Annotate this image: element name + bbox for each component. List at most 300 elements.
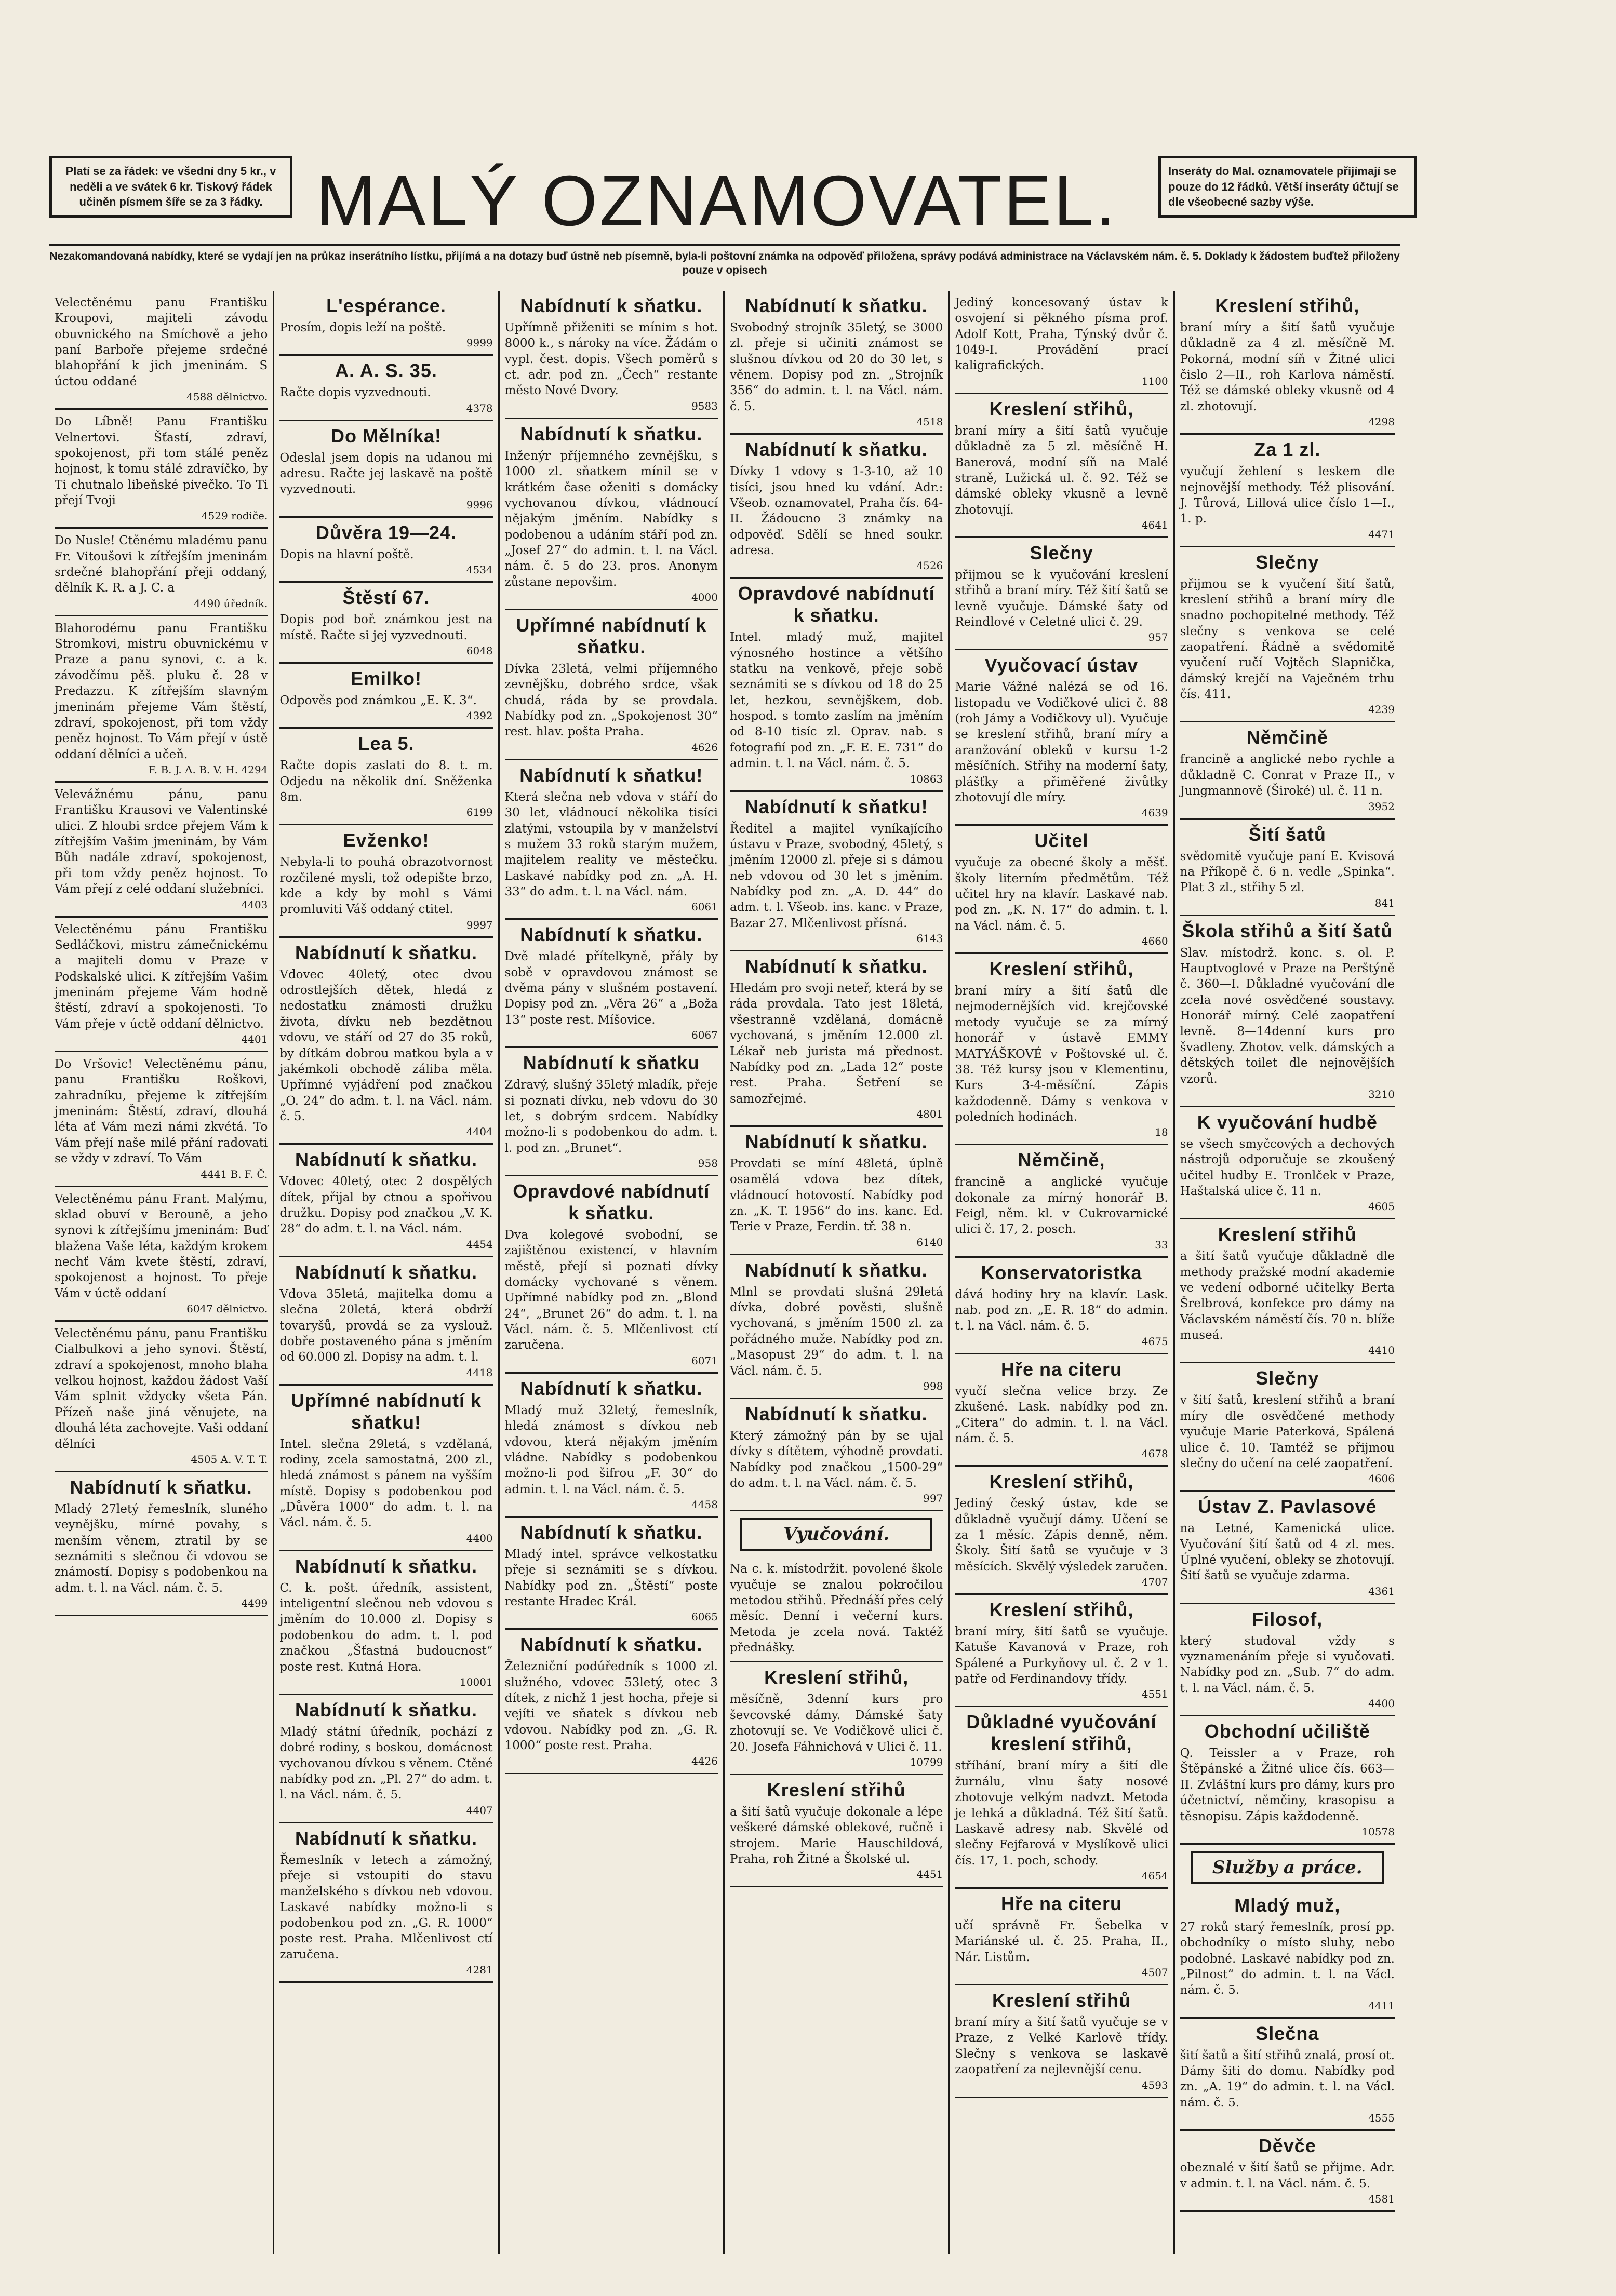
classified-ad — [955, 1889, 1168, 1985]
classified-ad — [279, 1695, 492, 1823]
ad-title: Lea 5. — [358, 733, 415, 755]
ad-title: Kreslení střihů, — [989, 398, 1134, 420]
ad-reference-number: 4404 — [466, 1125, 493, 1138]
ad-text: Nebyla-li to pouhá obrazotvornost rozčilené mysli, tož odepište brzo, kde a kdy by mohl s Vámi promluviti Váš oddaný ctitel. — [279, 855, 493, 917]
ad-text: a šití šatů vyučuje dokonale a lépe veškeré dámské oblekové, ručně i strojem. Marie Hauschildová, Praha, roh Žitné a Školské ul. — [730, 1805, 943, 1866]
classified-ad — [955, 291, 1168, 394]
ad-title: Upřímné nabídnutí k sňatku! — [290, 1389, 482, 1433]
ad-text: Dopis na hlavní poště. — [279, 547, 414, 561]
classified-ad — [279, 938, 492, 1145]
classified-ad — [279, 583, 492, 664]
ad-reference-number: 4239 — [1368, 703, 1395, 716]
ad-reference-number: 4410 — [1368, 1344, 1395, 1357]
column-4 — [725, 291, 950, 2254]
ad-reference-number: 4588 dělnictvo. — [186, 391, 268, 404]
classified-ad — [955, 394, 1168, 538]
ad-text: Velectěnému pánu, panu Františku Cialbulkovi a jeho synovi. Štěstí, zdraví a spokojenost, mnoho blaha velkou hojnost, každou žádost Vaší Vám splnit vždycky všeta Pán. Přízeň naše jiná věnujete, na dlouhá léta zachovejte. Vaši oddaní dělníci — [55, 1327, 268, 1451]
ad-text: Dívky 1 vdovy s 1-3-10, až 10 tisíci, jsou hned ku vdání. Adr.: Všeob. oznamovatel, Praha čís. 64-II. Žádoucno 3 známky na odpověď. Sdělí se hned soukr. adresa. — [730, 465, 943, 557]
classified-ad — [279, 1386, 492, 1551]
classified-ad — [279, 1145, 492, 1257]
ad-text: svědomitě vyučuje paní E. Kvisová na Příkopě č. 6 n. vedle „Spinka“. Plat 3 zl., střihy 5 zl. — [1180, 849, 1395, 895]
classified-ad — [1180, 916, 1395, 1107]
classified-ad — [505, 1630, 718, 1774]
classified-ad — [730, 1557, 943, 1662]
ad-reference-number: 4507 — [1141, 1966, 1168, 1979]
ad-title: Filosof, — [1252, 1608, 1323, 1630]
ad-title: Opravdové nabídnutí k sňatku. — [738, 583, 935, 626]
ad-title: Nabídnutí k sňatku. — [745, 956, 928, 977]
column-6 — [1175, 291, 1400, 2254]
ad-title: Nabídnutí k sňatku. — [745, 1403, 928, 1425]
ad-reference-number: 4400 — [466, 1532, 493, 1545]
ad-title: Nabídnutí k sňatku. — [745, 439, 928, 461]
ad-text: Mladý muž 32letý, řemeslník, hledá známost s dívkou neb vdovou, která nějakým jměním vládne. Nabídky s podobenkou možno-li pod šifrou „F. 30“ do admin. t. l. na Václ. nám. č. 5. — [504, 1403, 718, 1496]
ad-text: vyučuje za obecné školy a měšť. školy literním předmětům. Též učitel hry na klavír. Laskavé nab. pod zn. „K. N. 17“ do admin. t. l. na Václ. nám. č. 5. — [955, 856, 1168, 933]
ad-reference-number: 4454 — [466, 1238, 493, 1251]
ad-reference-number: 4298 — [1368, 415, 1395, 428]
ad-reference-number: 10578 — [1361, 1825, 1395, 1838]
classified-ad — [955, 1354, 1168, 1467]
classified-ad — [1180, 820, 1395, 916]
ad-text: a šití šatů vyučuje důkladně dle methody pražské modní akademie ve vedení odborné učitelky Berta Šrelbrová, konfekce pro dámy na Václavském náměstí čís. 70 n. blíže museá. — [1180, 1250, 1395, 1342]
ad-text: Dívka 23letá, velmi příjemného zevnějšku, dobrého srdce, však chudá, ráda by se provdala. Nabídky pod zn. „Spokojenost 30“ rest. hlav. pošta Praha. — [504, 662, 718, 739]
ad-title: Kreslení střihů, — [1215, 295, 1360, 316]
ad-reference-number: 4411 — [1368, 1999, 1395, 2012]
classified-ad — [505, 920, 718, 1048]
ad-title: Nabídnutí k sňatku. — [745, 1131, 928, 1152]
ad-text: měsíčně, 3denní kurs pro ševcovské dámy. Dámské šaty zhotovují se. Ve Vodičkově ulici č. 20. Josefa Fáhnichová v Ulici č. 11. — [730, 1693, 943, 1754]
classified-ad — [1180, 722, 1395, 819]
ad-text: Dva kolegové svobodní, se zajištěnou existencí, v hlavním městě, přejí si poznati dívky domácky vychované s věnem. Upřímné nabídky pod zn. „Blond 24“, „Brunet 26“ do adm. t. l. na Václ. nám. č. 5. Mlčenlivost ctí zaručena. — [504, 1228, 718, 1352]
classified-ad — [1180, 1107, 1395, 1219]
ad-text: Vdova 35letá, majitelka domu a slečna 20letá, která obdrží tovaryšů, provdá se za vyslouž. dobře postaveného pána s jměním od 60.000 zl. Dopisy na adm. t. l. — [279, 1287, 493, 1364]
classified-ad — [279, 356, 492, 421]
ad-reference-number: 4678 — [1141, 1447, 1168, 1460]
ad-title: Mladý muž, — [1234, 1894, 1341, 1916]
classified-ad — [279, 729, 492, 825]
ad-reference-number: 958 — [698, 1157, 718, 1170]
column-1 — [49, 291, 274, 2254]
classified-ad — [505, 1048, 718, 1176]
classified-ad — [1180, 1219, 1395, 1363]
ad-text: Intel. mladý muž, majitel výnosného hostince a většího statku na venkově, přeje sobě seznámiti se s dívkou od 18 do 25 let, hezkou, sevnějškem, dob. hospod. s tomto zaslím na jměním od 8-10 tisíc zl. Oprav. nab. s fotografií pod zn. „F. E. E. 731“ do admin. t. l. na Václ. nám. č. 5. — [730, 630, 943, 771]
classified-ad — [55, 291, 268, 410]
section-heading: Služby a práce. — [1191, 1851, 1384, 1884]
classified-ad — [279, 664, 492, 729]
ad-reference-number: 10001 — [460, 1675, 493, 1688]
ad-reference-number: 6061 — [691, 901, 718, 914]
ad-reference-number: 6048 — [466, 644, 493, 657]
ad-text: Která slečna neb vdova v stáří do 30 let, vládnoucí několika tisíci zlatými, vstoupila by v manželství s mužem 33 roků starým mužem, majitelem reality ve městečku. Laskavé nabídky pod zn. „A. H. 33“ do adm. t. l. na Václ. nám. — [504, 790, 718, 898]
ad-text: braní míry a šití šatů vyučuje důkladně za 5 zl. měsíčně H. Banerová, modní síň na Malé straně, Lužická ul. č. 92. Též se dámské obleky vkusně a levně zhotovují. — [955, 424, 1168, 517]
ad-title: Do Mělníka! — [330, 425, 442, 447]
ad-title: A. A. S. 35. — [335, 360, 437, 382]
classified-ad — [955, 1985, 1168, 2098]
ad-text: Zdravý, slušný 35letý mladík, přeje si poznati dívku, neb vdovu do 30 let, s dobrým srdcem. Nabídky možno-li s podobenkou do adm. t. l. pod zn. „Brunet“. — [504, 1078, 718, 1155]
ad-text: Odeslal jsem dopis na udanou mi adresu. Račte jej laskavě na poště vyzvednouti. — [279, 451, 493, 496]
ad-reference-number: 4499 — [241, 1597, 268, 1610]
ad-reference-number: 841 — [1374, 896, 1395, 909]
ad-text: Intel. slečna 29letá, s vzdělaná, rodiny, zcela samostatná, 200 zl., hledá známost s pánem na vyšším místě. Dopisy s podobenkou pod „Důvěra 1000“ do adm. t. l. na Václ. nám. č. 5. — [279, 1437, 493, 1530]
ad-title: Opravdové nabídnutí k sňatku. — [513, 1180, 710, 1224]
ad-text: Vdovec 40letý, otec 2 dospělých dítek, přijal by ctnou a spořivou družku. Dopisy pod značkou „V. K. 28“ do adm. t. l. na Václ. nám. — [279, 1175, 493, 1236]
classified-ad — [55, 616, 268, 783]
ad-reference-number: 6071 — [691, 1354, 718, 1367]
ad-title: Konservatoristka — [981, 1261, 1142, 1283]
ad-reference-number: 4626 — [691, 741, 718, 754]
ad-title: Kreslení střihů, — [989, 958, 1134, 980]
ad-text: Do Vršovic! Velectěnému pánu, panu Františku Roškovi, zahradníku, přejeme k zítřejším jmeninám: Štěstí, zdraví, dlouhá léta ať Vám mezi námi zkvétá. To Vám přejí naše milé přání radovati se vždy v zdraví. To Vám — [55, 1057, 268, 1166]
classified-ad — [55, 529, 268, 616]
ad-text: Račte dopis vyzvednouti. — [279, 386, 431, 400]
classified-ad — [730, 291, 943, 435]
ad-text: Který zámožný pán by se ujal dívky s dítětem, výhodně provdati. Nabídky pod značkou „1500-29“ do adm. t. l. na Václ. nám. č. 5. — [730, 1429, 943, 1490]
classified-ad — [55, 1052, 268, 1187]
ad-reference-number: 4451 — [916, 1868, 943, 1881]
ad-text: Velectěnému pánu Františku Sedláčkovi, mistru zámečnickému a majiteli domu v Praze v Podskalské ulici. K zítřejším Vašim jmeninám přejeme Vám hodně štěstí, zdraví a spokojenosti. To Vám přeje v úctě oddaní dělnictvo. — [55, 922, 268, 1031]
ad-title: Kreslení střihů — [1218, 1224, 1357, 1245]
classified-ad — [279, 825, 492, 937]
section-heading: Vyučování. — [740, 1518, 932, 1551]
ad-title: Důkladné vyučování kreslení střihů, — [966, 1711, 1157, 1755]
ad-reference-number: 4660 — [1141, 935, 1168, 948]
ad-reference-number: 4000 — [691, 591, 718, 604]
ad-reference-number: 4529 rodiče. — [201, 509, 268, 522]
classified-ad — [279, 1823, 492, 1983]
ad-title: Slečny — [1256, 551, 1319, 573]
ad-title: Nabídnutí k sňatku! — [519, 764, 703, 786]
ad-text: Mladý státní úředník, pochází z dobré rodiny, s boskou, domácnost vychovanou dívkou s věnem. Ctěné nabídky pod zn. „Pl. 27“ do adm. t. l. na Václ. nám. č. 5. — [279, 1725, 493, 1802]
ad-reference-number: 4654 — [1141, 1870, 1168, 1882]
ad-title: Nabídnutí k sňatku. — [295, 1555, 478, 1577]
ad-text: Mlnl se provdati slušná 29letá dívka, dobré pověsti, slušně vychovaná, s jměním 1500 zl. za pořádného muže. Nabídky pod zn. „Masopust 29“ do adm. t. l. na Václ. nám. č. 5. — [730, 1285, 943, 1378]
ad-reference-number: 6065 — [691, 1610, 718, 1623]
ad-reference-number: 4361 — [1368, 1585, 1395, 1597]
ad-text: Velevážnému pánu, panu Františku Krausovi ve Valentinské ulici. Z hloubi srdce přejem Vám k zítřejším Vašim jmeninám, by Vám Bůh nadále zdraví, spokojenost, při tom vždy peněz hojnost. To Vám přejí z celé oddaní služebníci. — [55, 787, 268, 896]
classified-ad — [505, 419, 718, 610]
classified-ad — [730, 1255, 943, 1399]
ad-title: Ústav Z. Pavlasové — [1198, 1496, 1377, 1518]
ad-reference-number: 6143 — [916, 932, 943, 945]
ad-reference-number: 6199 — [466, 806, 493, 819]
classified-ad — [505, 610, 718, 760]
ad-text: Mladý intel. správce velkostatku přeje si seznámiti se s dívkou. Nabídky pod zn. „Štěstí“ poste restante Hradec Král. — [504, 1547, 718, 1609]
classified-ad — [955, 954, 1168, 1145]
ad-title: Slečny — [1256, 1367, 1319, 1389]
column-3 — [500, 291, 725, 2254]
classified-ad — [955, 1145, 1168, 1257]
ad-reference-number: 4400 — [1368, 1697, 1395, 1710]
ad-title: Němčině — [1246, 727, 1328, 748]
classified-columns — [49, 291, 1400, 2254]
ad-text: přijmou se k vyučení šití šatů, kreslení střihů a braní míry dle snadno pochopitelné methody. Též slečny s venkova se celé zaopatření. Řádně a svědomitě vyučení ručí Vojtěch Slapnička, dámský krejčí na Vaječném trhu čís. 411. — [1180, 577, 1395, 702]
ad-title: Emilko! — [350, 667, 422, 689]
ad-title: Hře na citeru — [1000, 1893, 1123, 1914]
ad-title: Škola střihů a šití šatů — [1182, 920, 1393, 942]
ad-title: Nabídnutí k sňatku. — [295, 1827, 478, 1849]
ad-title: Nabídnutí k sňatku. — [745, 295, 928, 316]
ad-reference-number: 4458 — [691, 1498, 718, 1511]
ad-text: Jediný koncesovaný ústav k osvojení si pěkného písma prof. Adolf Kott, Praha, Týnský dvůr č. 1049-I. Provádění prací kaligrafických. — [955, 296, 1168, 373]
classified-ad — [55, 1187, 268, 1322]
ad-title: Nabídnutí k sňatku! — [744, 796, 928, 817]
ad-reference-number: 9999 — [466, 337, 493, 350]
ad-reference-number: 9996 — [466, 498, 493, 511]
ad-text: braní míry a šití šatů dle nejmodernějších vid. krejčovské metody vyučuje se za mírný honorář v ústavě EMMY MATYÁŠKOVÉ v Poštovské ul. č. 38. Též kursy jsou v Klementinu, Kurs 3-4-měsíční. Zápis každodenně. Dámy s venkova v poledních hodinách. — [955, 984, 1168, 1124]
ad-title: Nabídnutí k sňatku. — [745, 1259, 928, 1281]
ad-text: Provdati se míní 48letá, úplně osamělá vdova bez dítek, vládnoucí hotovostí. Nabídky pod zn. „K. T. 1956“ do ins. kanc. Ed. Terie v Praze, Ferdin. tř. 38 n. — [730, 1157, 943, 1234]
ad-text: na Letné, Kamenická ulice. Vyučování šití šatů od 4 zl. mes. Úplné vyučení, obleky se zhotovují. Šití šatů se vyučuje zdarma. — [1180, 1522, 1395, 1583]
ad-text: Železniční podúředník s 1000 zl. služného, vdovec 53letý, otec 3 dítek, z nichž 1 jest hocha, přeje si vejíti ve sňatek s dívkou neb vdovou. Nabídky pod zn. „G. R. 1000“ poste rest. Praha. — [504, 1660, 718, 1753]
classified-ad — [505, 760, 718, 920]
classified-ad — [279, 291, 492, 356]
ad-text: Velectěnému panu Františku Kroupovi, majiteli závodu obuvnického na Smíchově a jeho paní Barboře přejeme srdečné blahopřání k jich jmeninám. S úctou oddané — [55, 296, 268, 388]
ad-text: Blahorodému panu Františku Stromkovi, mistru obuvnickému v Praze a panu synovi, c. a k. závodčímu pěš. pluku č. 28 v Predazzu. K zítřejším slavným jmeninám přejeme Vám štěstí, zdraví, spokojenost, při tom vždy peněz hojnost. To Vám přejí v ústě oddaní dělníci a učeň. — [55, 621, 268, 761]
ad-text: Řemeslník v letech a zámožný, přeje si vstoupiti do stavu manželského s dívkou neb vdovou. Laskavé nabídky možno-li s podobenkou pod zn. „G. R. 1000“ poste rest. Praha. Mlčenlivost ctí zaručena. — [279, 1853, 493, 1962]
classified-ad — [1180, 435, 1395, 547]
ad-reference-number: 6067 — [691, 1029, 718, 1042]
ad-text: vyučují žehlení s leskem dle nejnovější methody. Též plisování. J. Tůrová, Lillová ulice číslo 1—I., 1. p. — [1180, 465, 1395, 526]
ad-text: Račte dopis zaslati do 8. t. m. Odjedu na několik dní. Sněženka 8m. — [279, 759, 493, 804]
classified-ad — [505, 291, 718, 419]
ad-title: Štěstí 67. — [342, 587, 430, 609]
ad-reference-number: 4471 — [1368, 528, 1395, 541]
classified-ad — [730, 1775, 943, 1887]
ad-text: Slav. místodrž. konc. s. ol. P. Hauptvoglové v Praze na Perštýně č. 360—I. Důkladné vyučování dle zcela nové osvědčené soustavy. Honorář mírný. Celé zaopatření levně. 8—14denní kurs pro švadleny. Zhotov. velk. dámských a dětských toilet dle nejnovějších vzorů. — [1180, 946, 1395, 1086]
ad-reference-number: 4593 — [1141, 2078, 1168, 2091]
classified-ad — [505, 1518, 718, 1630]
ad-reference-number: 4378 — [466, 401, 493, 414]
ad-reference-number: 4418 — [466, 1366, 493, 1379]
ad-text: Ředitel a majitel vyníkajícího ústavu v Praze, svobodný, 45letý, s jměním 12000 zl. přeje si s dámou neb vdovou od 30 let s jměním. Nabídky pod zn. „A. D. 44“ do adm. t. l. Všeob. ins. kanc. v Praze, Bazar 27. Mlčenlivost přísná. — [730, 822, 943, 930]
ad-text: Prosím, dopis leží na poště. — [279, 321, 446, 334]
ad-reference-number: 998 — [923, 1379, 943, 1392]
ad-title: Učitel — [1034, 830, 1089, 852]
ad-reference-number: 4605 — [1368, 1200, 1395, 1213]
classified-ad — [1180, 1363, 1395, 1492]
ad-reference-number: 4392 — [466, 709, 493, 722]
ad-reference-number: 4490 úředník. — [194, 597, 268, 610]
classified-ad — [1180, 547, 1395, 723]
ad-text: obeznalé v šití šatů se přijme. Adr. v admin. t. l. na Václ. nám. č. 5. — [1180, 2161, 1395, 2191]
classified-ad — [730, 792, 943, 952]
ad-title: Slečny — [1030, 542, 1093, 563]
ad-title: Nabídnutí k sňatku. — [520, 1521, 703, 1543]
classified-ad — [279, 1551, 492, 1695]
ad-title: Děvče — [1258, 2135, 1316, 2157]
ad-title: Nabídnutí k sňatku. — [295, 942, 478, 963]
classified-ad — [1180, 1492, 1395, 1604]
ad-text: Dopis pod boř. známkou jest na místě. Račte si jej vyzvednouti. — [279, 613, 493, 642]
classified-ad — [55, 783, 268, 918]
classified-ad — [505, 1176, 718, 1374]
ad-text: v šití šatů, kreslení střihů a braní míry dle osvědčené methody vyučuje Marie Paterková, Spálená ulice č. 10. Tamtéž se přijmou slečny do učení na celé zaopatření. — [1180, 1393, 1395, 1470]
ad-reference-number: 4518 — [916, 415, 943, 428]
ad-title: Kreslení střihů, — [989, 1599, 1134, 1621]
ad-title: Kreslení střihů — [992, 1990, 1131, 2011]
ad-reference-number: 997 — [923, 1492, 943, 1505]
ad-text: braní míry a šití šatů vyučuje důkladně za 4 zl. měsíčně M. Pokorná, modní síň v Žitné ulici čislo 2—II., roh Karlova náměstí. Též se dámské obleky vkusně od 4 zl. zhotovují. — [1180, 321, 1395, 413]
ad-text: přijmou se k vyučování kreslení střihů a braní míry. Též šití šatů se levně vyučuje. Dámské šaty od Reindlové v Celetné ulici č. 29. — [955, 568, 1168, 629]
ad-title: Nabídnutí k sňatku. — [295, 1261, 478, 1283]
ad-title: Obchodní učiliště — [1204, 1721, 1370, 1742]
ad-text: Na c. k. místodržit. povolené škole vyučuje se znalou pokročilou metodou střihů. Přednáší přes celý měsíc. Denní i večerní kurs. Metoda je zcela nová. Taktéž přednášky. — [730, 1562, 943, 1655]
classified-ad — [55, 1472, 268, 1616]
classified-ad — [1180, 2019, 1395, 2131]
ad-text: francině a anglické nebo rychle a důkladně C. Conrat v Praze II., v Jungmannově (Široké) ul. č. 11 n. — [1180, 753, 1395, 798]
ad-text: stříhání, braní míry a šití dle žurnálu, vlnu šaty nosové zhotovuje velkým nadvzt. Metoda je lehká a důkladná. Též šití šatů. Laskavě adresy nab. Skvělé od slečny Fejfarová v Myslíkově ulici čís. 17, 1. poch, schody. — [955, 1759, 1168, 1868]
ad-reference-number: 4281 — [466, 1964, 493, 1977]
ad-title: Nabídnutí k sňatku. — [520, 924, 703, 946]
classified-ad — [955, 538, 1168, 650]
ad-title: Nabídnutí k sňatku. — [295, 1699, 478, 1721]
classified-ad — [730, 435, 943, 579]
ad-text: Mladý 27letý řemeslník, sluného veynějšku, mírné povahy, s menším věnem, ztratil by se seznámiti s slečnou či vdovou se známostí. Dopisy s podobenkou na adm. t. l. na Václ. nám. č. 5. — [55, 1502, 268, 1595]
page-title: MALÝ OZNAMOVATEL. — [316, 161, 1118, 241]
ad-reference-number: 4441 B. F. Č. — [201, 1167, 268, 1180]
ad-reference-number: 4426 — [691, 1754, 718, 1767]
ad-text: Marie Vážné nalézá se od 16. listopadu ve Vodičkové ulici č. 88 (roh Jámy a Vodičkovy ul). Vyučuje se kreslení střihů, braní míry a aranžování obleků v kursu 1-2 měsíčních. Střihy na moderní šaty, plášťky a přiměřené živůtky zhotovují dle míry. — [955, 680, 1168, 804]
classified-ad — [955, 826, 1168, 954]
classified-ad — [730, 1662, 943, 1775]
ad-reference-number: 9583 — [691, 399, 718, 412]
ad-title: Nabídnutí k sňatku. — [295, 1149, 478, 1171]
ad-text: Odpověs pod známkou „E. K. 3“. — [279, 693, 477, 707]
ad-text: Upřímně přiženiti se mínim s hot. 8000 k., s nároky na více. Žádám o vypl. čest. dopis. Všech poměrů s ct. adr. pod zn. „Čech“ restante město Nové Dvory. — [504, 321, 718, 398]
ad-reference-number: 6140 — [916, 1236, 943, 1248]
classified-ad — [55, 1322, 268, 1472]
ad-reference-number: 4555 — [1368, 2112, 1395, 2125]
ad-reference-number: 18 — [1155, 1126, 1168, 1139]
classified-ad — [955, 1595, 1168, 1707]
ad-title: Kreslení střihů, — [989, 1471, 1134, 1493]
ad-title: Evženko! — [343, 829, 430, 851]
ad-reference-number: 4534 — [466, 563, 493, 576]
ad-title: Šití šatů — [1248, 823, 1326, 845]
ad-text: Inženýr příjemného zevnějšku, s 1000 zl. sňatkem mínil se v krátkém čase oženiti s domácky vychovanou dívkou, vládnoucí nějakým jměním. Nabídky s podobenou a udáním stáří pod zn. „Josef 27“ do admin. t. l. na Václ. nám. č. 5 do 23. pros. Anonym zůstane nepovšim. — [504, 449, 718, 589]
ad-title: Kreslení střihů, — [764, 1667, 909, 1688]
ad-text: vyučí slečna velice brzy. Ze zkušené. Lask. nabídky pod zn. „Citera“ do admin. t. l. na Václ. nám. č. 5. — [955, 1384, 1168, 1445]
ad-reference-number: 957 — [1148, 631, 1168, 644]
ad-title: Nabídnutí k sňatku. — [520, 1377, 703, 1399]
ad-text: braní míry a šití šatů vyučuje se v Praze, z Velké Karlově třídy. Slečny s venkova se laskavě zaopatření za nejlevnější cenu. — [955, 2016, 1168, 2077]
ad-text: se všech smyčcových a dechových nástrojů odporučuje se zkoušený učitel hudby E. Tronlček v Praze, Haštalská ulice č. 11 n. — [1180, 1137, 1395, 1198]
ad-text: Hledám pro svoji neteř, která by se ráda provdala. Tato jest 18letá, všestranně vzdělaná, domácně vychovaná, s jměním 12.000 zl. Lékař neb jurista má přednost. Nabídky pod zn. „Lada 12“ poste rest. Praha. Šetření se samozřejmé. — [730, 982, 943, 1106]
ad-text: francině a anglické vyučuje dokonale za mírný honorář B. Feigl, něm. kl. v Cukrovarnické ulici č. 17, 2. posch. — [955, 1175, 1168, 1237]
ad-reference-number: 4401 — [241, 1033, 268, 1046]
ad-text: Vdovec 40letý, otec dvou odrostlejších dětek, hledá z nedostatku známosti družku života, dívku neb bezdětnou vdovu, ve stáří od 27 do 35 roků, by dítkám dobrou matkou byla a v jakémkoli obchodě záliba měla. Upřímné vyjádření pod značkou „O. 24“ do adm. t. l. na Václ. nám. č. 5. — [279, 968, 493, 1123]
ad-text: Svobodný strojník 35letý, se 3000 zl. přeje si učiniti známost se slušnou dívkou od 20 do 30 let, s věnem. Dopisy pod zn. „Strojník 356“ do admin. t. l. na Václ. nám. č. 5. — [730, 321, 943, 413]
pricing-box: Platí se za řádek: ve všední dny 5 kr., v neděli a ve svátek 6 kr. Tiskový řádek učiněn písmem šíře se za 3 řádky. — [49, 156, 292, 218]
ad-reference-number: 4801 — [916, 1107, 943, 1120]
ad-title: Vyučovací ústav — [984, 654, 1139, 676]
ad-title: Hře na citeru — [1000, 1358, 1123, 1380]
ad-reference-number: 33 — [1155, 1238, 1168, 1251]
ad-text: C. k. pošt. úředník, assistent, inteligentní slečnou neb vdovou s jměním do 10.000 zl. Dopisy s podobenkou do adm. t. l. pod značkou „Šťastná budoucnost“ poste rest. Kutná Hora. — [279, 1581, 493, 1674]
ad-reference-number: 10799 — [910, 1755, 943, 1768]
ad-title: K vyučování hudbě — [1197, 1111, 1378, 1133]
ad-title: Slečna — [1256, 2022, 1319, 2044]
ad-title: Nabídnutí k sňatku. — [520, 1634, 703, 1656]
classified-ad — [955, 1258, 1168, 1354]
ad-title: Nabídnutí k sňatku. — [520, 423, 703, 445]
ad-reference-number: 4606 — [1368, 1472, 1395, 1485]
classified-ad — [1180, 1890, 1395, 2019]
inserts-box: Inseráty do Mal. oznamovatele přijímají se pouze do 12 řádků. Větší inseráty účtují se dle všeobecné sazby výše. — [1158, 156, 1417, 218]
classified-ad — [955, 1707, 1168, 1889]
ad-reference-number: 4526 — [916, 559, 943, 572]
ad-reference-number: 9997 — [466, 918, 493, 931]
ad-reference-number: F. B. J. A. B. V. H. 4294 — [148, 763, 268, 776]
ad-reference-number: 6047 dělnictvo. — [186, 1303, 268, 1315]
classified-ad — [955, 650, 1168, 826]
ad-title: Za 1 zl. — [1254, 439, 1321, 461]
ad-text: Jediný český ústav, kde se důkladně vyučují dámy. Učení se za 1 měsíc. Zápis denně, něm. Školy. Šití šatů se vyučuje v 3 měsících. Skvělý výsledek zaručen. — [955, 1497, 1168, 1574]
ad-reference-number: 4505 A. V. T. T. — [191, 1453, 268, 1466]
ad-title: Nabídnutí k sňatku. — [520, 295, 703, 316]
classified-ad — [1180, 291, 1395, 435]
classified-ad — [55, 410, 268, 529]
ad-reference-number: 4641 — [1141, 518, 1168, 531]
ad-text: Do Líbně! Panu Františku Velnertovi. Šťastí, zdraví, spokojenost, při tom stálé peněz hojnost, k tomu stálé zdravíčko, by Ti chutnalo libeňské pivečko. To Ti přejí Tvoji — [55, 415, 268, 507]
classified-ad — [730, 951, 943, 1127]
ad-reference-number: 4581 — [1368, 2192, 1395, 2205]
classified-ad — [730, 1127, 943, 1255]
classified-ad — [505, 1374, 718, 1518]
classified-ad — [279, 518, 492, 583]
ad-reference-number: 1100 — [1141, 374, 1168, 387]
ad-reference-number: 4407 — [466, 1804, 493, 1817]
ad-reference-number: 10863 — [910, 772, 943, 785]
ad-reference-number: 4707 — [1141, 1576, 1168, 1589]
classified-ad — [279, 1257, 492, 1386]
ad-reference-number: 4639 — [1141, 807, 1168, 820]
ad-text: dává hodiny hry na klavír. Lask. nab. pod zn. „E. R. 18“ do admin. t. l. na Václ. nám. č. 5. — [955, 1287, 1168, 1333]
ad-text: šití šatů a šití střihů znalá, prosí ot. Dámy šiti do domu. Nabídky pod zn. „A. 19“ do admin. t. l. na Václ. nám. č. 5. — [1180, 2048, 1395, 2110]
column-5 — [950, 291, 1174, 2254]
administration-notice: Nezakomandovaná nabídky, které se vydají jen na průkaz inserátního lístku, přijímá a na dotazy buď ústně neb písemně, byla-li poštovní známka na odpověď přiložena, správy podává administrace na Václavském nám. č. 5. Doklady k žádostem buďtež přiloženy pouze v opisech — [49, 244, 1400, 278]
ad-title: L'espérance. — [326, 295, 446, 316]
ad-text: Dvě mladé přítelkyně, přály by sobě v opravdovou známost se dvěma pány v slušném postavení. Dopisy pod zn. „Věra 26“ a „Boža 13“ poste rest. Míšovice. — [504, 950, 718, 1027]
ad-text: který studoval vždy s vyznamenáním přeje si vyučovati. Nabídky pod zn. „Sub. 7“ do adm. t. l. na Václ. nám. č. 5. — [1180, 1634, 1395, 1695]
classified-ad — [730, 1399, 943, 1511]
ad-title: Upřímné nabídnutí k sňatku. — [516, 614, 707, 658]
ad-text: braní míry, šití šatů se vyučuje. Katuše Kavanová v Praze, roh Spálené a Purkyňovy ul. č. 2 v 1. patře od Ferdinandovy třídy. — [955, 1625, 1168, 1686]
ad-title: Nabídnutí k sňatku — [523, 1052, 700, 1074]
ad-title: Kreslení střihů — [767, 1779, 906, 1801]
ad-text: Velectěnému pánu Frant. Malýmu, sklad obuví v Berouně, a jeho synovi k zítřejšímu jmeninám: Buď blažena Vaše léta, každým krokem nechť Vám kvete štěstí, zdraví, spokojenost a hojnost. To přeje Vám v úctě oddaní — [55, 1192, 268, 1300]
classified-ad — [1180, 2131, 1395, 2212]
ad-text: učí správně Fr. Šebelka v Mariánské ul. č. 25. Praha, II., Nár. Listům. — [955, 1919, 1168, 1964]
ad-reference-number: 3952 — [1368, 800, 1395, 813]
classified-ad — [279, 421, 492, 518]
classified-ad — [1180, 1716, 1395, 1845]
classified-ad — [1180, 1604, 1395, 1716]
classified-ad — [730, 579, 943, 791]
ad-reference-number: 4551 — [1141, 1688, 1168, 1701]
ad-text: Do Nusle! Ctěnému mladému panu Fr. Vitoušovi k zítřejším jmeninám srdečné blahopřání přeji oddaný, dělník K. R. a J. C. a — [55, 534, 268, 595]
ad-text: 27 roků starý řemeslník, prosí pp. obchodníky o místo sluhy, nebo podobné. Laskavé nabídky pod zn. „Pilnost“ do admin. t. l. na Václ. nám. č. 5. — [1180, 1920, 1395, 1997]
ad-reference-number: 3210 — [1368, 1087, 1395, 1100]
ad-reference-number: 4675 — [1141, 1335, 1168, 1348]
classified-ad — [55, 918, 268, 1053]
ad-text: Q. Teissler a v Praze, roh Štěpánské a Žitné ulice čís. 663—II. Zvláštní kurs pro dámy, kurs pro účetnictví, němčiny, krasopisu a těsnopisu. Zápis každodenně. — [1180, 1747, 1395, 1823]
ad-title: Důvěra 19—24. — [315, 521, 457, 543]
classified-ad — [955, 1467, 1168, 1595]
ad-title: Nabídnutí k sňatku. — [70, 1476, 252, 1498]
ad-reference-number: 4403 — [241, 898, 268, 911]
column-2 — [274, 291, 499, 2254]
